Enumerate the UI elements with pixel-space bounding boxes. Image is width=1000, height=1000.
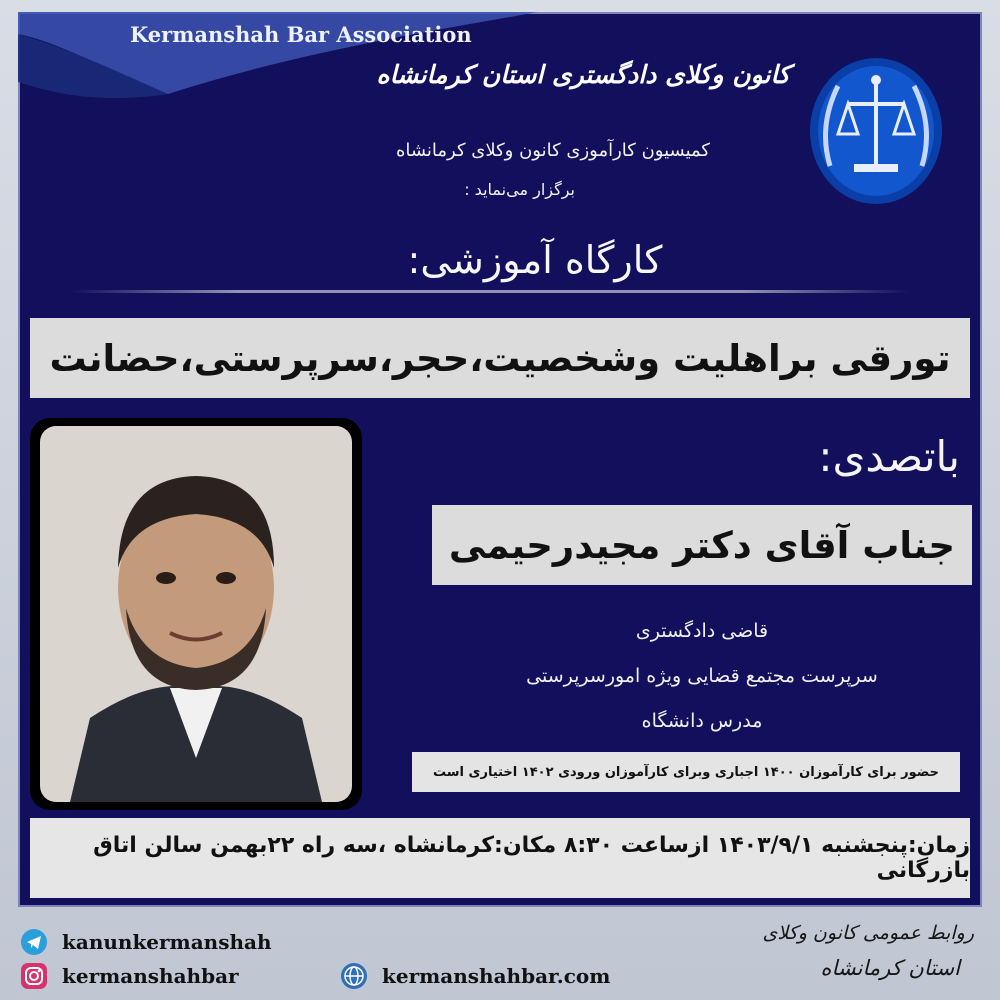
credential-judge: قاضی دادگستری — [635, 620, 769, 642]
instagram-link[interactable] — [20, 962, 239, 990]
schedule-box — [30, 818, 970, 898]
instagram-icon — [20, 962, 48, 990]
presenter-photo — [30, 418, 362, 810]
telegram-link[interactable] — [20, 928, 272, 956]
holds-text: برگزار می‌نماید : — [464, 180, 575, 199]
schedule-text: زمان:پنجشنبه ۱۴۰۳/۹/۱ ازساعت ۸:۳۰ مکان:کرمانشاه ،سه راه ۲۲بهمن سالن اتاق بازرگانی — [93, 833, 970, 883]
workshop-topic: تورقی براهلیت وشخصیت،حجر،سرپرستی،حضانت — [49, 336, 951, 380]
website-link[interactable] — [340, 962, 610, 990]
instagram-handle: kermanshahbar — [62, 964, 239, 988]
commission-text: کمیسیون کارآموزی کانون وکلای کرمانشاه — [395, 140, 710, 161]
website-url: kermanshahbar.com — [382, 964, 611, 988]
persian-title: کانون وکلای دادگستری استان کرمانشاه — [376, 60, 790, 89]
presenter-name-box — [432, 505, 972, 585]
topic-box — [30, 318, 970, 398]
credential-lecturer: مدرس دانشگاه — [641, 710, 763, 732]
workshop-heading — [0, 238, 1000, 282]
credential-supervisor: سرپرست مجتمع قضایی ویژه امورسرپرستی — [526, 665, 878, 687]
globe-icon — [340, 962, 368, 990]
presenter-portrait-image — [30, 418, 362, 810]
attendance-note-box — [412, 752, 960, 792]
english-title: Kermanshah Bar Association — [130, 22, 472, 47]
telegram-handle: kanunkermanshah — [62, 930, 272, 954]
telegram-icon — [20, 928, 48, 956]
pr-line-1: روابط عمومی کانون وکلای — [762, 922, 974, 944]
attendance-note: حضور برای کارآموزان ۱۴۰۰ اجباری وبرای کارآموزان ورودی ۱۴۰۲ اختیاری است — [433, 764, 939, 780]
pr-line-2: استان کرمانشاه — [820, 956, 960, 980]
presenter-label: باتصدی: — [818, 432, 960, 481]
workshop-label: کارگاه آموزشی: — [407, 238, 663, 282]
presenter-name: جناب آقای دکتر مجیدرحیمی — [448, 523, 956, 567]
heading-divider — [70, 290, 910, 293]
bar-association-emblem — [808, 56, 944, 206]
